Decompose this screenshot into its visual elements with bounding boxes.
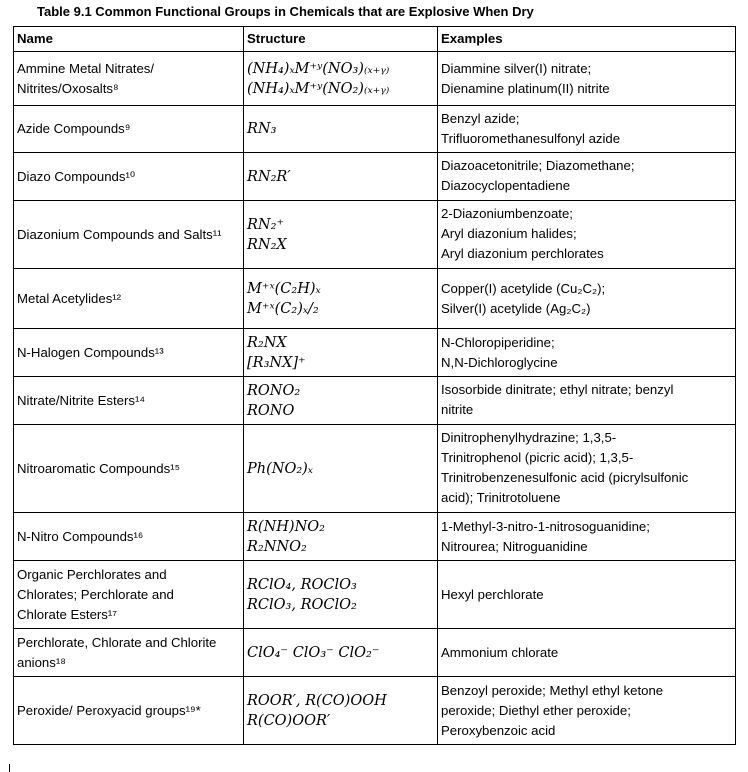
row-examples: Copper(I) acetylide (Cu₂C₂); Silver(I) acetylide (Ag₂C₂): [438, 269, 736, 329]
table-row: [14, 329, 736, 377]
table-header-row: [14, 27, 736, 52]
row-examples: 2-Diazoniumbenzoate; Aryl diazonium halides; Aryl diazonium perchlorates: [438, 201, 736, 269]
row-examples: Benzyl azide; Trifluoromethanesulfonyl azide: [438, 106, 736, 153]
row-name: Ammine Metal Nitrates/ Nitrites/Oxosalts⁸: [14, 52, 244, 106]
table-row: [14, 269, 736, 329]
table-row: [14, 106, 736, 153]
table-row: [14, 201, 736, 269]
row-examples: Benzoyl peroxide; Methyl ethyl ketone peroxide; Diethyl ether peroxide; Peroxybenzoic acid: [438, 677, 736, 745]
row-examples: N-Chloropiperidine; N,N-Dichloroglycine: [438, 329, 736, 377]
row-name: Diazonium Compounds and Salts¹¹: [14, 201, 244, 269]
row-structure: RN₂R′: [244, 153, 438, 201]
column-header-structure: Structure: [244, 27, 438, 52]
row-name: Nitrate/Nitrite Esters¹⁴: [14, 377, 244, 425]
table-row: [14, 629, 736, 677]
row-examples: Diammine silver(I) nitrate; Dienamine platinum(II) nitrite: [438, 52, 736, 106]
column-header-examples: Examples: [438, 27, 736, 52]
table-row: [14, 561, 736, 629]
text-cursor: [9, 764, 10, 772]
table-caption: Table 9.1 Common Functional Groups in Chemicals that are Explosive When Dry: [37, 4, 534, 19]
row-structure: RONO₂ RONO: [244, 377, 438, 425]
row-structure: R(NH)NO₂ R₂NNO₂: [244, 513, 438, 561]
row-structure: M⁺ˣ(C₂H)ₓ M⁺ˣ(C₂)ₓ/₂: [244, 269, 438, 329]
row-examples: Dinitrophenylhydrazine; 1,3,5- Trinitrophenol (picric acid); 1,3,5- Trinitrobenzenesulfonic acid (picrylsulfonic acid); Trinitrotoluene: [438, 425, 736, 513]
row-structure: ClO₄⁻ ClO₃⁻ ClO₂⁻: [244, 629, 438, 677]
row-name: Metal Acetylides¹²: [14, 269, 244, 329]
row-name: Perchlorate, Chlorate and Chlorite anions¹⁸: [14, 629, 244, 677]
row-name: N-Halogen Compounds¹³: [14, 329, 244, 377]
row-name: Diazo Compounds¹⁰: [14, 153, 244, 201]
row-structure: RN₃: [244, 106, 438, 153]
row-structure: Ph(NO₂)ₓ: [244, 425, 438, 513]
table-row: [14, 52, 736, 106]
row-name: Nitroaromatic Compounds¹⁵: [14, 425, 244, 513]
row-name: N-Nitro Compounds¹⁶: [14, 513, 244, 561]
row-structure: R₂NX [R₃NX]⁺: [244, 329, 438, 377]
row-name: Organic Perchlorates and Chlorates; Perchlorate and Chlorate Esters¹⁷: [14, 561, 244, 629]
table-row: [14, 377, 736, 425]
row-structure: (NH₄)ₓM⁺ʸ(NO₃)₍ₓ₊ᵧ₎ (NH₄)ₓM⁺ʸ(NO₂)₍ₓ₊ᵧ₎: [244, 52, 438, 106]
row-structure: RN₂⁺ RN₂X: [244, 201, 438, 269]
row-name: Azide Compounds⁹: [14, 106, 244, 153]
row-examples: Isosorbide dinitrate; ethyl nitrate; benzyl nitrite: [438, 377, 736, 425]
table-row: [14, 513, 736, 561]
table-row: [14, 153, 736, 201]
row-examples: Hexyl perchlorate: [438, 561, 736, 629]
row-examples: Diazoacetonitrile; Diazomethane; Diazocyclopentadiene: [438, 153, 736, 201]
row-structure: RClO₄, ROClO₃ RClO₃, ROClO₂: [244, 561, 438, 629]
row-examples: Ammonium chlorate: [438, 629, 736, 677]
column-header-name: Name: [14, 27, 244, 52]
row-name: Peroxide/ Peroxyacid groups¹⁹*: [14, 677, 244, 745]
table-row: [14, 677, 736, 745]
functional-groups-table: [13, 26, 736, 745]
row-examples: 1-Methyl-3-nitro-1-nitrosoguanidine; Nitrourea; Nitroguanidine: [438, 513, 736, 561]
table-row: [14, 425, 736, 513]
row-structure: ROOR′, R(CO)OOH R(CO)OOR′: [244, 677, 438, 745]
